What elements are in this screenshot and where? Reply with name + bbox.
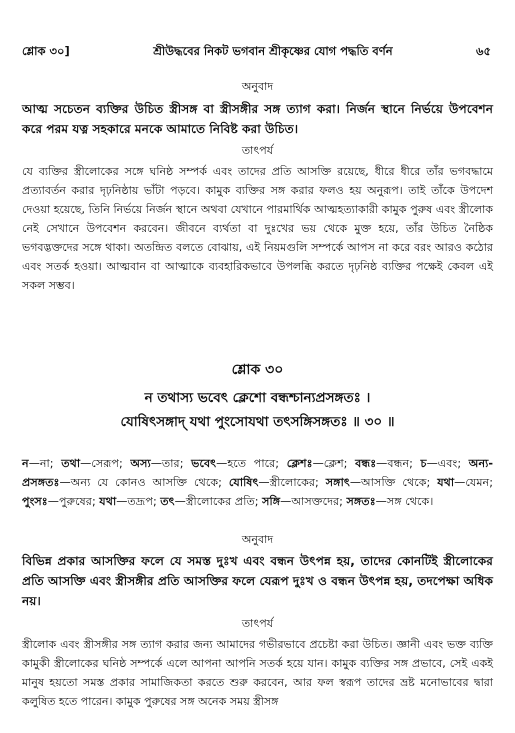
- synonym-word: যথা: [99, 495, 117, 508]
- synonym-meaning: তদ্রূপ;: [127, 495, 161, 508]
- synonym-word: বন্ধঃ: [355, 457, 377, 470]
- purport-section-2: [22, 615, 493, 711]
- synonym-word: সঙ্গতঃ: [346, 495, 376, 508]
- purport-heading: তাৎপর্য: [241, 144, 274, 157]
- synonym-word: পুংসঃ: [22, 495, 48, 508]
- synonym-meaning: এবং;: [437, 457, 469, 470]
- synonym-word: ন: [22, 457, 29, 470]
- synonym-meaning: তার;: [161, 457, 192, 470]
- synonym-meaning: স্ত্রীলোকের;: [269, 476, 326, 489]
- synonym-meaning: স্ত্রীলোকের প্রতি;: [185, 495, 263, 508]
- purport-section: [22, 142, 493, 295]
- purport-text-2: স্ত্রীলোক এবং স্ত্রীসঙ্গীর সঙ্গ ত্যাগ করার জন্য আমাদের গভীরভাবে প্রচেষ্টা করা উচিত। জ্ঞানী এবং ভক্ত ব্যক্তি কামুকী স্ত্রীলোকের ঘনিষ্ঠ সম্পর্কে এলে আপনা আপনি সতর্ক হয়ে যান। কামুক ব্যক্তির সঙ্গ প্রভাবে, সেই একই মানুষ হয়তো সমস্ত প্রকার সামাজিকতা করতে শুরু করবেন, আর ফল স্বরূপ তাদের ভ্রষ্ট মনোভাবের দ্বারা কলুষিত হতে পারেন। কামুক পুরুষের সঙ্গ অনেক সময় স্ত্রীসঙ্গ: [22, 638, 493, 708]
- verse-line-1: ন তথাস্য ভবেৎ ক্লেশো বন্ধশ্চান্যপ্রসঙ্গতঃ ।: [144, 390, 371, 406]
- translation-heading-2: অনুবাদ: [241, 533, 274, 546]
- synonym-word: সঙ্গাৎ: [325, 476, 350, 489]
- synonym-word: অস্য: [130, 457, 151, 470]
- synonym-meaning: না;: [39, 457, 62, 470]
- page-number: ৬৫: [476, 44, 491, 58]
- translation-section-2: [22, 531, 493, 611]
- synonym-meaning: আসক্তি থেকে;: [361, 476, 438, 489]
- purport-heading-2: তাৎপর্য: [241, 617, 274, 630]
- synonym-meaning: যেমন;: [465, 476, 494, 489]
- translation-text: আত্ম সচেতন ব্যক্তির উচিত স্ত্রীসঙ্গ বা স্ত্রীসঙ্গীর সঙ্গ ত্যাগ করা। নির্জন স্থানে নির্ভয়ে উপবেশন করে পরম যত্ন সহকারে মনকে আমাতে নিবিষ্ট করা উচিত।: [22, 102, 493, 136]
- synonym-word: চ: [420, 457, 427, 470]
- header-verse-ref: শ্লোক ৩০]: [22, 44, 70, 58]
- translation-section: [22, 78, 493, 139]
- synonym-word: ক্লেশঃ: [286, 457, 313, 470]
- synonym-word: তথা: [61, 457, 81, 470]
- synonym-word: যথা: [437, 476, 455, 489]
- verse-line-2: যোষিৎসঙ্গাদ্ যথা পুংসোযথা তৎসঙ্গিসঙ্গতঃ ॥ ৩০ ॥: [120, 414, 395, 430]
- synonym-word: যোষিৎ: [228, 476, 259, 489]
- word-for-word-synonyms: ন—না; তথা—সেরূপ; অস্য—তার; ভবেৎ—হতে পারে; ক্লেশঃ—ক্লেশ; বন্ধঃ—বন্ধন; চ—এবং; অন্য-প্রসঙ্গতঃ—অন্য যে কোনও আসক্তি থেকে; যোষিৎ—স্ত্রীলোকের; সঙ্গাৎ—আসক্তি থেকে; যথা—যেমন; পুংসঃ—পুরুষের; যথা—তদ্রূপ; তৎ—স্ত্রীলোকের প্রতি; সঙ্গি—আসক্তদের; সঙ্গতঃ—সঙ্গ থেকে।: [22, 457, 494, 508]
- synonym-meaning: পুরুষের;: [58, 495, 100, 508]
- synonym-word: অন্য-প্রসঙ্গতঃ: [22, 457, 494, 489]
- synonym-word: সঙ্গি: [262, 495, 281, 508]
- translation-text-2: বিভিন্ন প্রকার আসক্তির ফলে যে সমস্ত দুঃখ এবং বন্ধন উৎপন্ন হয়, তাদের কোনটিই স্ত্রীলোকের প্রতি আসক্তি এবং স্ত্রীসঙ্গীর প্রতি আসক্তির ফলে যেরূপ দুঃখ ও বন্ধন উৎপন্ন হয়, তদপেক্ষা অধিক নয়।: [22, 554, 493, 608]
- running-header: [22, 43, 491, 62]
- synonym-meaning: বন্ধন;: [387, 457, 421, 470]
- synonyms-section: [22, 454, 493, 511]
- synonym-word: ভবেৎ: [191, 457, 217, 470]
- verse-section: [22, 358, 493, 434]
- synonym-meaning: আসক্তদের;: [291, 495, 347, 508]
- synonym-meaning: সঙ্গ থেকে।: [386, 495, 434, 508]
- header-chapter-title: শ্রীউদ্ধবের নিকট ভগবান শ্রীকৃষ্ণের যোগ পদ্ধতি বর্ণন: [153, 44, 393, 58]
- synonym-meaning: সেরূপ;: [91, 457, 131, 470]
- purport-text: যে ব্যক্তির স্ত্রীলোকের সঙ্গে ঘনিষ্ঠ সম্পর্ক এবং তাদের প্রতি আসক্তি রয়েছে, ধীরে ধীরে তাঁর ভগবদ্ধামে প্রত্যাবর্তন করার দৃঢ়নিষ্ঠায় ভাঁটা পড়বে। কামুক ব্যক্তির সঙ্গ করার ফলও হয় অনুরূপ। তাই তাঁকে উপদেশ দেওয়া হয়েছে, তিনি নির্ভয়ে নির্জন স্থানে অথবা যেখানে পারমার্থিক আত্মহত্যাকারী কামুক পুরুষ এবং স্ত্রীলোক নেই সেখানে উপবেশন করবেন। জীবনে ব্যর্থতা বা দুঃখের ভয় থেকে মুক্ত হয়ে, তাঁর উচিত নৈষ্ঠিক ভগবদ্ভক্তদের সঙ্গে থাকা। অতন্দ্রিত বলতে বোঝায়, এই নিয়মগুলি সম্পর্কে আপস না করে বরং আরও কঠোর এবং সতর্ক হওয়া। আত্মবান বা আত্মাকে ব্যবহারিকভাবে উপলব্ধি করতে দৃঢ়নিষ্ঠ ব্যক্তির পক্ষেই কেবল এই সকল সম্ভব।: [22, 165, 493, 292]
- synonym-meaning: ক্লেশ;: [323, 457, 356, 470]
- verse-title: শ্লোক ৩০: [231, 362, 284, 378]
- synonym-word: তৎ: [160, 495, 175, 508]
- translation-heading: অনুবাদ: [241, 80, 274, 93]
- synonym-meaning: হতে পারে;: [227, 457, 287, 470]
- synonym-meaning: অন্য যে কোনও আসক্তি থেকে;: [70, 476, 229, 489]
